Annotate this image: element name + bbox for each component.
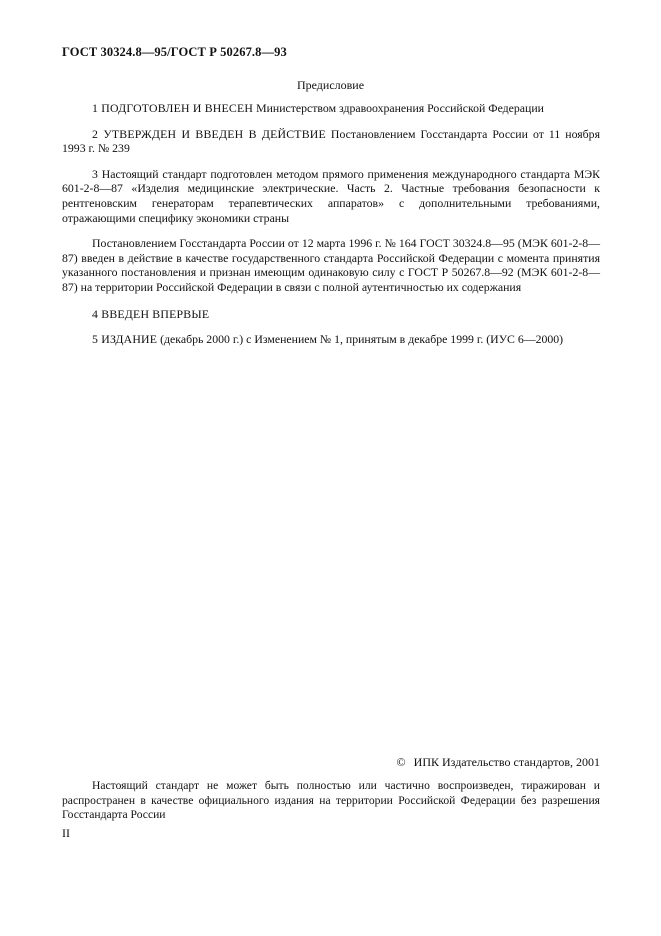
paragraph-lead: 4 ВВЕДЕН ВПЕРВЫЕ: [92, 306, 210, 321]
paragraph-text: Министерством здравоохранения Российской Федерации: [253, 101, 544, 115]
paragraph-decree: [62, 236, 600, 294]
copyright-text: ИПК Издательство стандартов, 2001: [413, 755, 600, 769]
paragraph-approved: [62, 127, 600, 156]
paragraph-lead: 1 ПОДГОТОВЛЕН И ВНЕСЕН: [92, 101, 254, 115]
copyright-symbol: ©: [396, 755, 406, 769]
preface-content: [62, 100, 600, 347]
paragraph-text: Постановлением Госстандарта России от 12 марта 1996 г. № 164 ГОСТ 30324.8—95 (МЭК 601-2-8—87) введен в действие в качестве государственного стандарта Российской Федерации с момента принятия указанного постановления и признан имеющим одинаковую силу с ГОСТ Р 50267.8—92 (МЭК 601-2-8—87) на территории Российской Федерации в связи с полной аутентичностью их содержания: [62, 236, 600, 294]
page-number: II: [62, 826, 70, 840]
paragraph-lead: 2 УТВЕРЖДЕН И ВВЕДЕН В ДЕЙСТВИЕ: [92, 126, 326, 141]
paragraph-standard-basis: [62, 167, 600, 225]
paragraph-first-introduced: [62, 307, 600, 322]
paragraph-text: 3 Настоящий стандарт подготовлен методом прямого применения международного стандарта МЭК 601-2-8—87 «Изделия медицинские электрические. Часть 2. Частные требования безопасности к рентгеновским генераторам терапевтических аппаратов» с дополнительными требованиями, отражающими специфику экономики страны: [62, 166, 600, 225]
paragraph-lead: 5 ИЗДАНИЕ: [92, 332, 158, 347]
paragraph-text: (декабрь 2000 г.) с Изменением № 1, принятым в декабре 1999 г. (ИУС 6—2000): [157, 332, 564, 347]
reproduction-notice: Настоящий стандарт не может быть полностью или частично воспроизведен, тиражирован и распространен в качестве официального издания на территории Российской Федерации без разрешения Госстандарта России: [62, 779, 600, 822]
copyright-line: [62, 755, 600, 770]
paragraph-text: Постановлением Госстандарта России от 11 ноября 1993 г. № 239: [62, 126, 600, 156]
paragraph-prepared-by: [62, 101, 600, 116]
document-code-header: ГОСТ 30324.8—95/ГОСТ Р 50267.8—93: [62, 45, 287, 59]
section-title: Предисловие: [296, 78, 365, 92]
paragraph-edition: [62, 332, 600, 347]
